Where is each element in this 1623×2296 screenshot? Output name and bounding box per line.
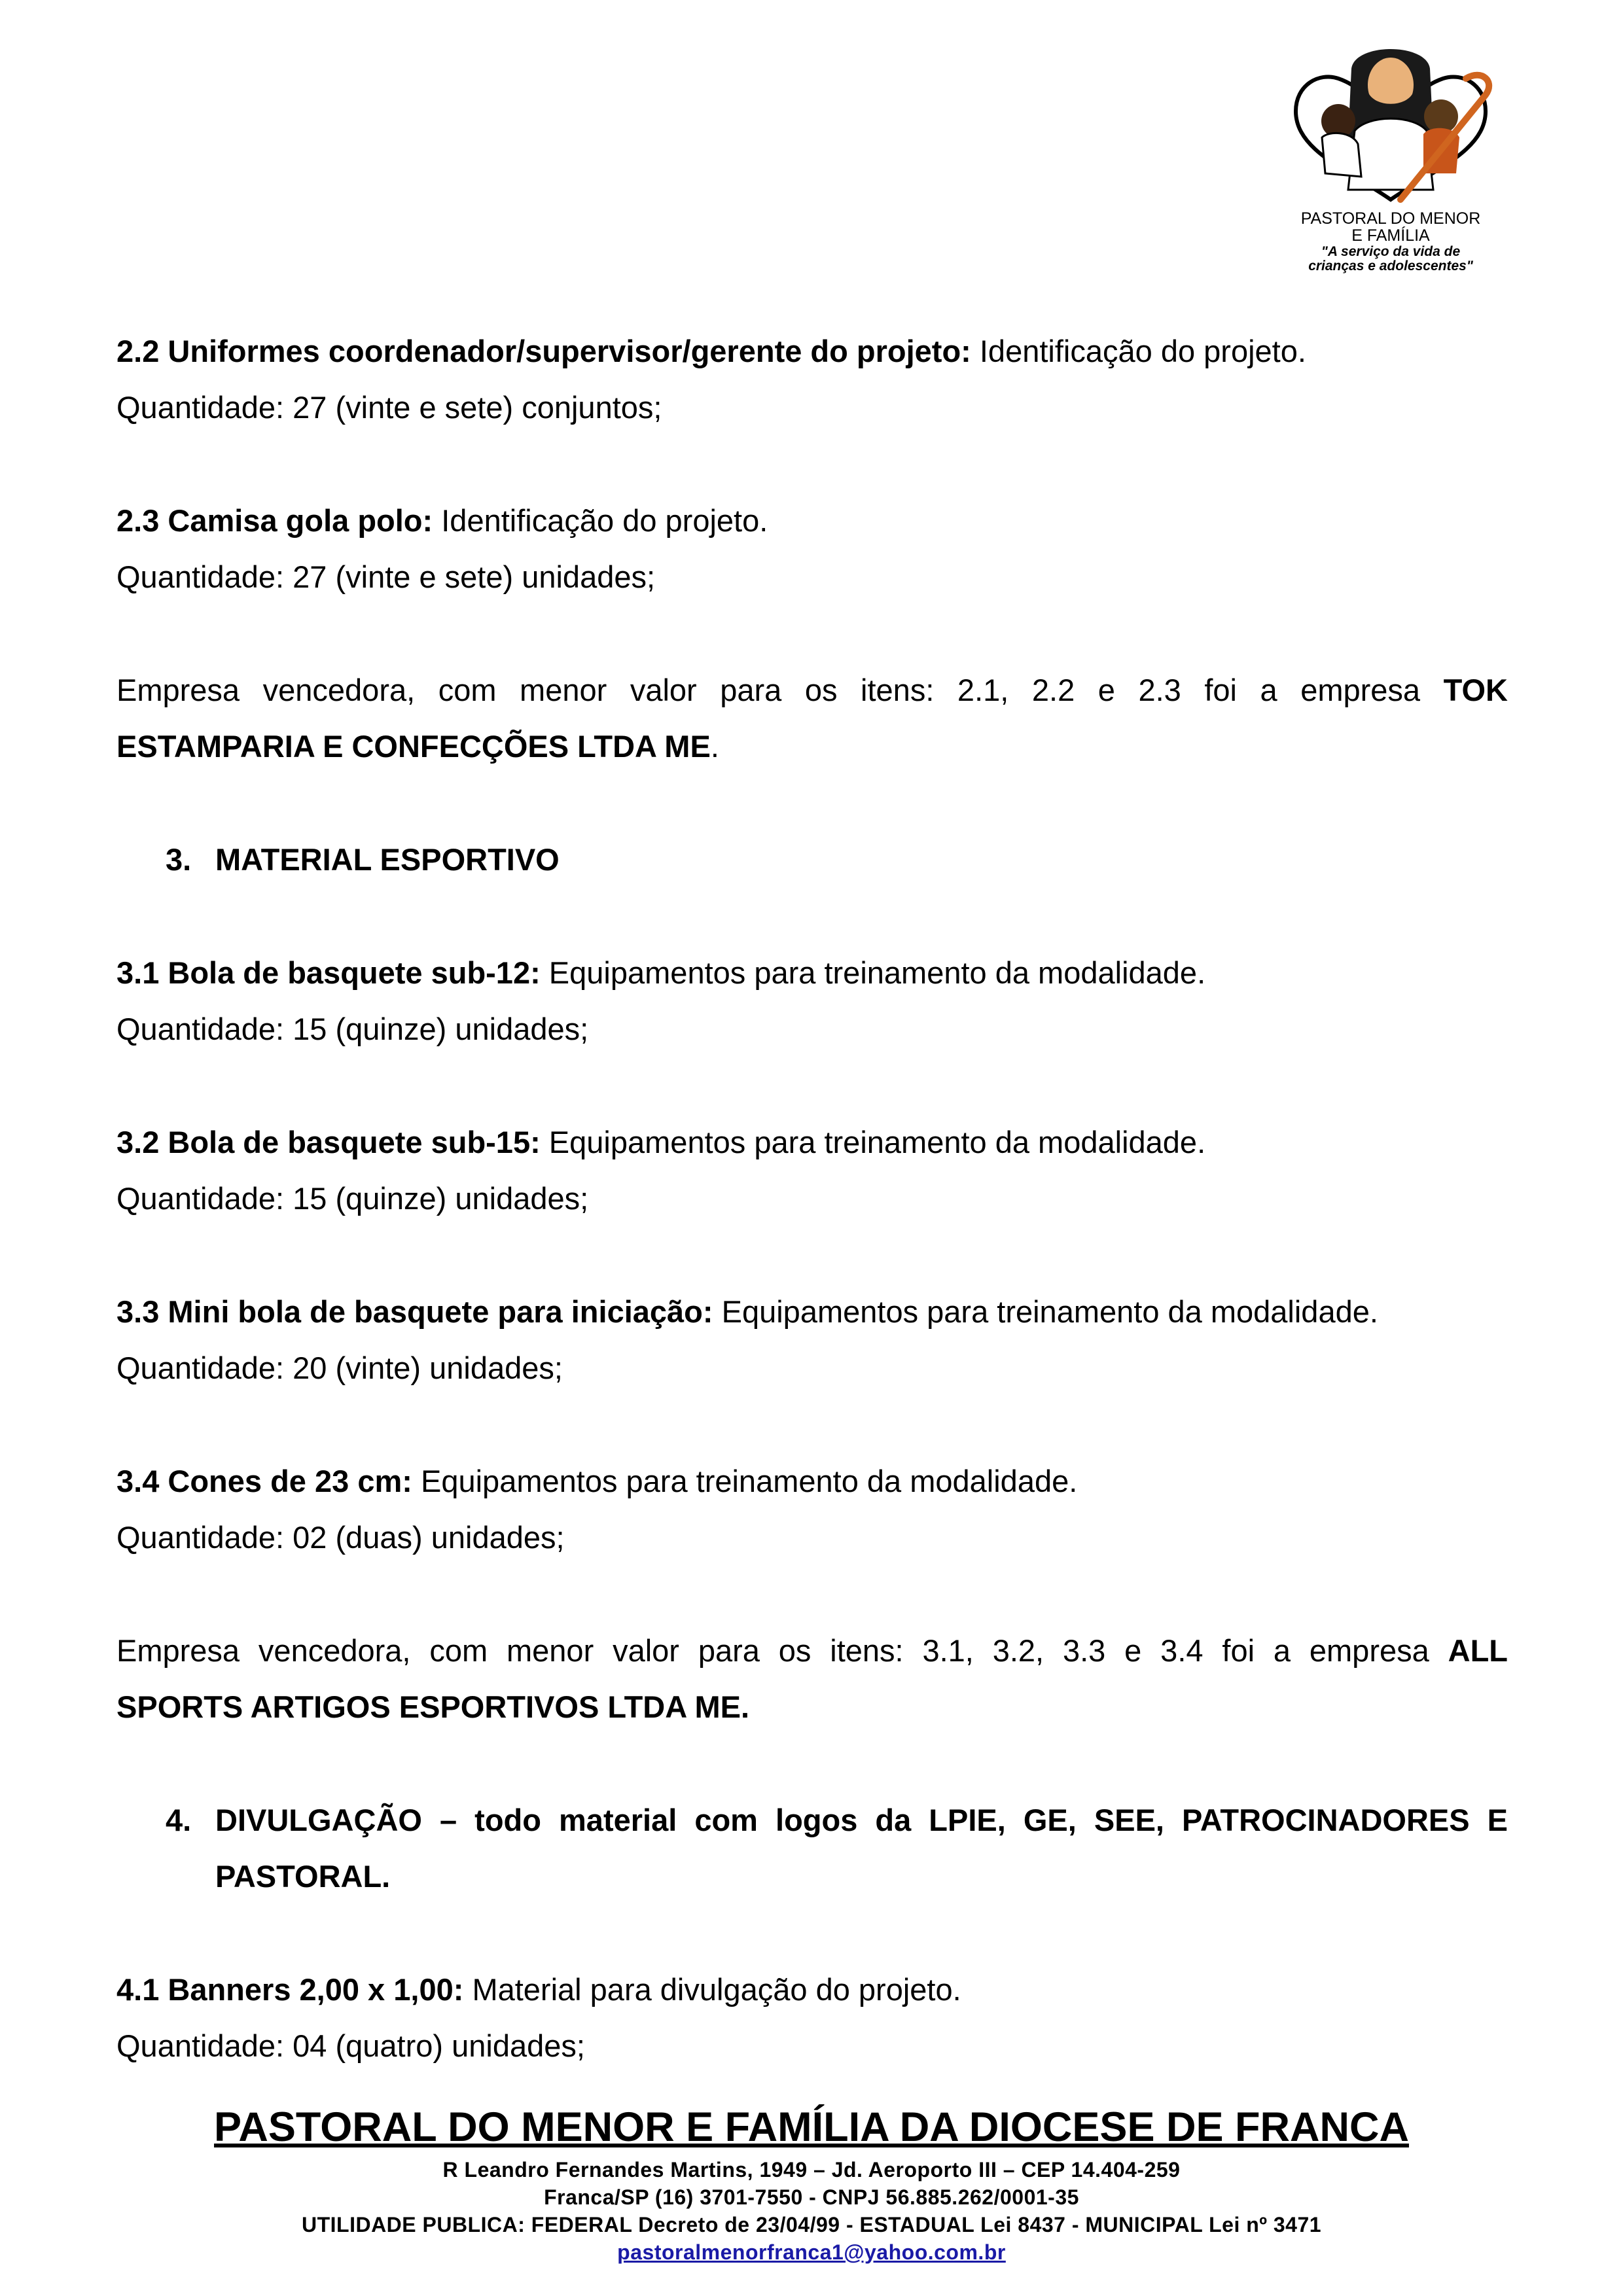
section-4-title-line1: DIVULGAÇÃO – todo material com logos da LPIE, GE, SEE, PATROCINADORES E xyxy=(215,1803,1508,1837)
item-3-2-title: 3.2 Bola de basquete sub-15: xyxy=(116,1125,541,1159)
item-3-3-line xyxy=(116,1296,1378,1327)
item-3-3-title: 3.3 Mini bola de basquete para iniciação: xyxy=(116,1294,713,1329)
winner-2-company-part1: TOK xyxy=(1443,673,1508,707)
logo-tagline-line2: crianças e adolescentes" xyxy=(1308,258,1473,274)
item-4-1-line xyxy=(116,1974,961,2005)
item-3-3-qty: Quantidade: 20 (vinte) unidades; xyxy=(116,1351,563,1385)
winner-3-line2 xyxy=(116,1691,749,1722)
item-4-1-title: 4.1 Banners 2,00 x 1,00: xyxy=(116,1972,464,2007)
item-3-4-line xyxy=(116,1466,1077,1496)
item-3-3-desc: Equipamentos para treinamento da modalidade. xyxy=(713,1294,1378,1329)
item-3-4-qty: Quantidade: 02 (duas) unidades; xyxy=(116,1520,565,1555)
section-4-number: 4. xyxy=(166,1803,192,1837)
item-4-1-qty: Quantidade: 04 (quatro) unidades; xyxy=(116,2028,585,2063)
logo-tagline-line1: "A serviço da vida de xyxy=(1321,244,1461,259)
winner-2-line1 xyxy=(116,675,1508,705)
winner-2-company-part2: ESTAMPARIA E CONFECÇÕES LTDA ME xyxy=(116,729,711,764)
footer-utility: UTILIDADE PUBLICA: FEDERAL Decreto de 23/04/99 - ESTADUAL Lei 8437 - MUNICIPAL Lei nº 3471 xyxy=(301,2213,1322,2236)
item-2-2-line xyxy=(116,336,1306,366)
logo-text-line1: PASTORAL DO MENOR xyxy=(1300,209,1481,228)
item-3-4-desc: Equipamentos para treinamento da modalidade. xyxy=(412,1464,1078,1498)
item-3-1-desc: Equipamentos para treinamento da modalidade. xyxy=(540,955,1206,990)
winner-2-end: . xyxy=(710,729,719,764)
footer-email-link[interactable]: pastoralmenorfranca1@yahoo.com.br xyxy=(617,2240,1006,2264)
section-3-title: MATERIAL ESPORTIVO xyxy=(215,842,560,877)
item-3-1-qty: Quantidade: 15 (quinze) unidades; xyxy=(116,1012,589,1046)
winner-3-line1 xyxy=(116,1635,1508,1666)
section-4-title-line2: PASTORAL. xyxy=(215,1859,391,1894)
item-4-1-desc: Material para divulgação do projeto. xyxy=(463,1972,961,2007)
footer-title: PASTORAL DO MENOR E FAMÍLIA DA DIOCESE DE FRANCA xyxy=(214,2104,1409,2150)
item-2-2-title: 2.2 Uniformes coordenador/supervisor/gerente do projeto: xyxy=(116,334,971,368)
item-3-1-title: 3.1 Bola de basquete sub-12: xyxy=(116,955,541,990)
pastoral-emblem-icon xyxy=(1270,39,1512,209)
item-2-3-title: 2.3 Camisa gola polo: xyxy=(116,503,433,538)
logo-text-line2: E FAMÍLIA xyxy=(1351,226,1430,245)
footer-city-contact: Franca/SP (16) 3701-7550 - CNPJ 56.885.262/0001-35 xyxy=(544,2185,1079,2209)
section-3-number: 3. xyxy=(166,842,192,877)
winner-3-company-part1: ALL xyxy=(1448,1633,1508,1668)
winner-3-text: Empresa vencedora, com menor valor para os itens: 3.1, 3.2, 3.3 e 3.4 foi a empresa xyxy=(116,1633,1429,1668)
winner-2-line2 xyxy=(116,731,719,762)
winner-2-text: Empresa vencedora, com menor valor para os itens: 2.1, 2.2 e 2.3 foi a empresa xyxy=(116,673,1421,707)
item-3-2-desc: Equipamentos para treinamento da modalidade. xyxy=(540,1125,1206,1159)
item-2-2-qty: Quantidade: 27 (vinte e sete) conjuntos; xyxy=(116,390,662,425)
footer-address: R Leandro Fernandes Martins, 1949 – Jd. Aeroporto III – CEP 14.404-259 xyxy=(442,2158,1181,2181)
item-3-2-line xyxy=(116,1127,1205,1157)
item-3-1-line xyxy=(116,957,1205,988)
item-3-4-title: 3.4 Cones de 23 cm: xyxy=(116,1464,412,1498)
item-2-3-line xyxy=(116,505,768,536)
item-3-2-qty: Quantidade: 15 (quinze) unidades; xyxy=(116,1181,589,1216)
winner-3-company-part2: SPORTS ARTIGOS ESPORTIVOS LTDA ME. xyxy=(116,1689,750,1724)
item-2-3-qty: Quantidade: 27 (vinte e sete) unidades; xyxy=(116,559,656,594)
item-2-2-desc: Identificação do projeto. xyxy=(971,334,1306,368)
pastoral-logo xyxy=(1270,39,1512,275)
item-2-3-desc: Identificação do projeto. xyxy=(433,503,768,538)
section-3-heading xyxy=(166,844,560,875)
